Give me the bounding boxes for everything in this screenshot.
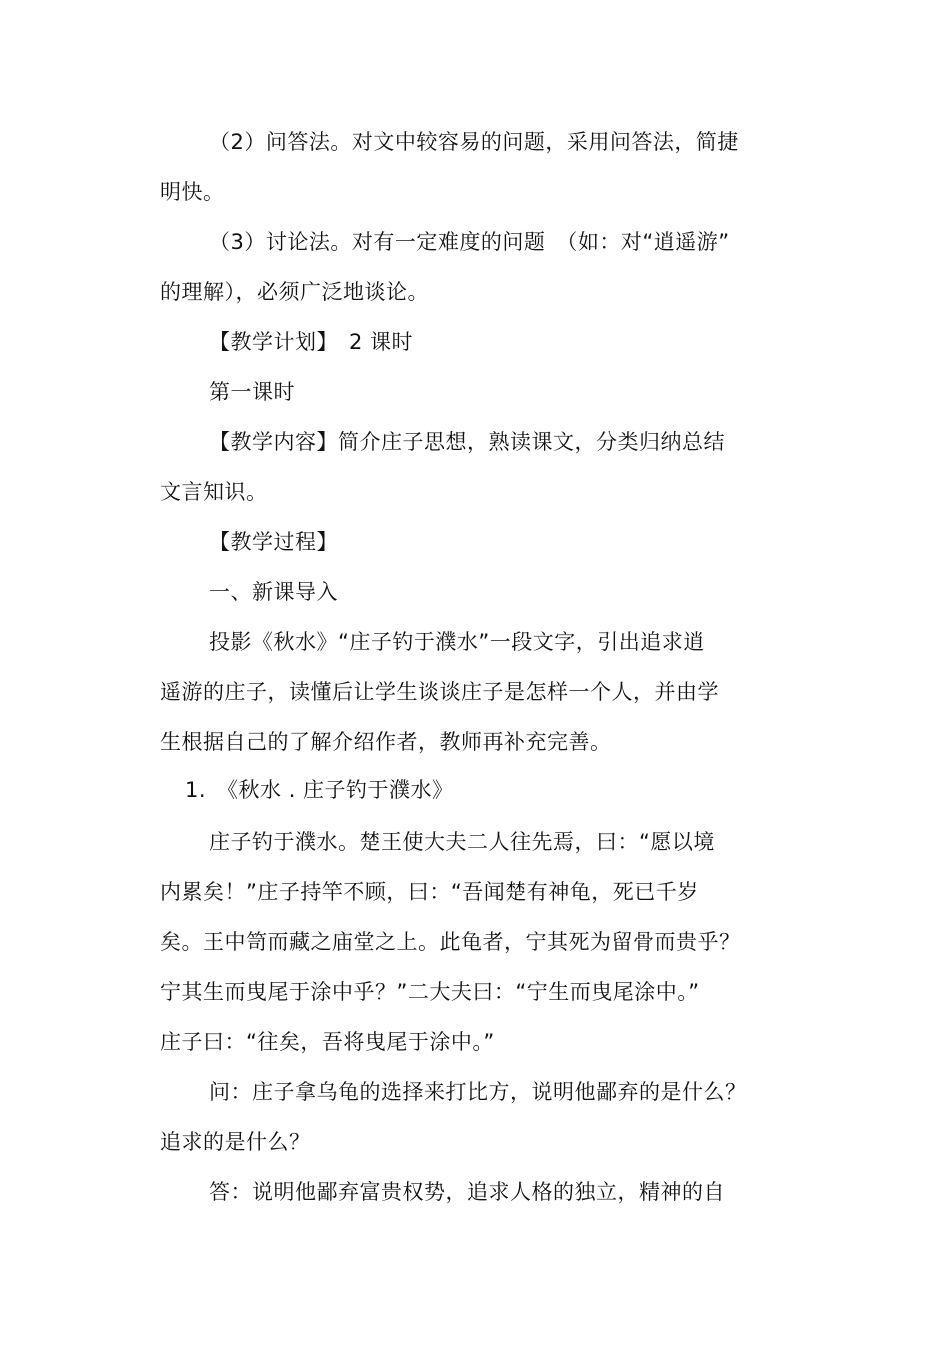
section-heading: 一、新课导入 — [209, 580, 338, 604]
paragraph-line: 生根据自己的了解介绍作者，教师再补充完善。 — [160, 730, 612, 754]
paragraph-line: （2）问答法。对文中较容易的问题，采用问答法，简捷 — [209, 130, 739, 154]
list-item-title: 1. 《秋水 . 庄子钓于濮水》 — [185, 778, 454, 802]
section-heading: 第一课时 — [209, 380, 295, 404]
paragraph-line: 内累矣！”庄子持竿不顾，曰：“吾闻楚有神龟，死已千岁 — [160, 880, 699, 904]
paragraph-line: 明快。 — [160, 180, 225, 204]
section-heading: 【教学过程】 — [209, 530, 338, 554]
section-heading: 【教学计划】 2 课时 — [209, 330, 414, 354]
paragraph-line: （3）讨论法。对有一定难度的问题 （如：对“逍遥游” — [209, 230, 730, 254]
paragraph-line: 【教学内容】简介庄子思想，熟读课文，分类归纳总结 — [209, 430, 725, 454]
paragraph-line: 投影《秋水》“庄子钓于濮水”一段文字，引出追求逍 — [209, 630, 705, 654]
question-line: 问：庄子拿乌龟的选择来打比方，说明他鄙弃的是什么？ — [209, 1080, 747, 1104]
paragraph-line: 矣。王中笥而藏之庙堂之上。此龟者，宁其死为留骨而贵乎？ — [160, 930, 741, 954]
paragraph-line: 庄子钓于濮水。楚王使大夫二人往先焉，曰：“愿以境 — [209, 830, 715, 854]
paragraph-line: 宁其生而曳尾于涂中乎？”二大夫曰：“宁生而曳尾涂中。” — [160, 980, 700, 1004]
answer-line: 答：说明他鄙弃富贵权势，追求人格的独立，精神的自 — [209, 1180, 725, 1204]
paragraph-line: 的理解），必须广泛地谈论。 — [160, 280, 429, 304]
paragraph-line: 文言知识。 — [160, 480, 268, 504]
paragraph-line: 庄子曰：“往矣，吾将曳尾于涂中。” — [160, 1030, 495, 1054]
question-line: 追求的是什么？ — [160, 1130, 311, 1154]
paragraph-line: 遥游的庄子，读懂后让学生谈谈庄子是怎样一个人，并由学 — [160, 680, 719, 704]
